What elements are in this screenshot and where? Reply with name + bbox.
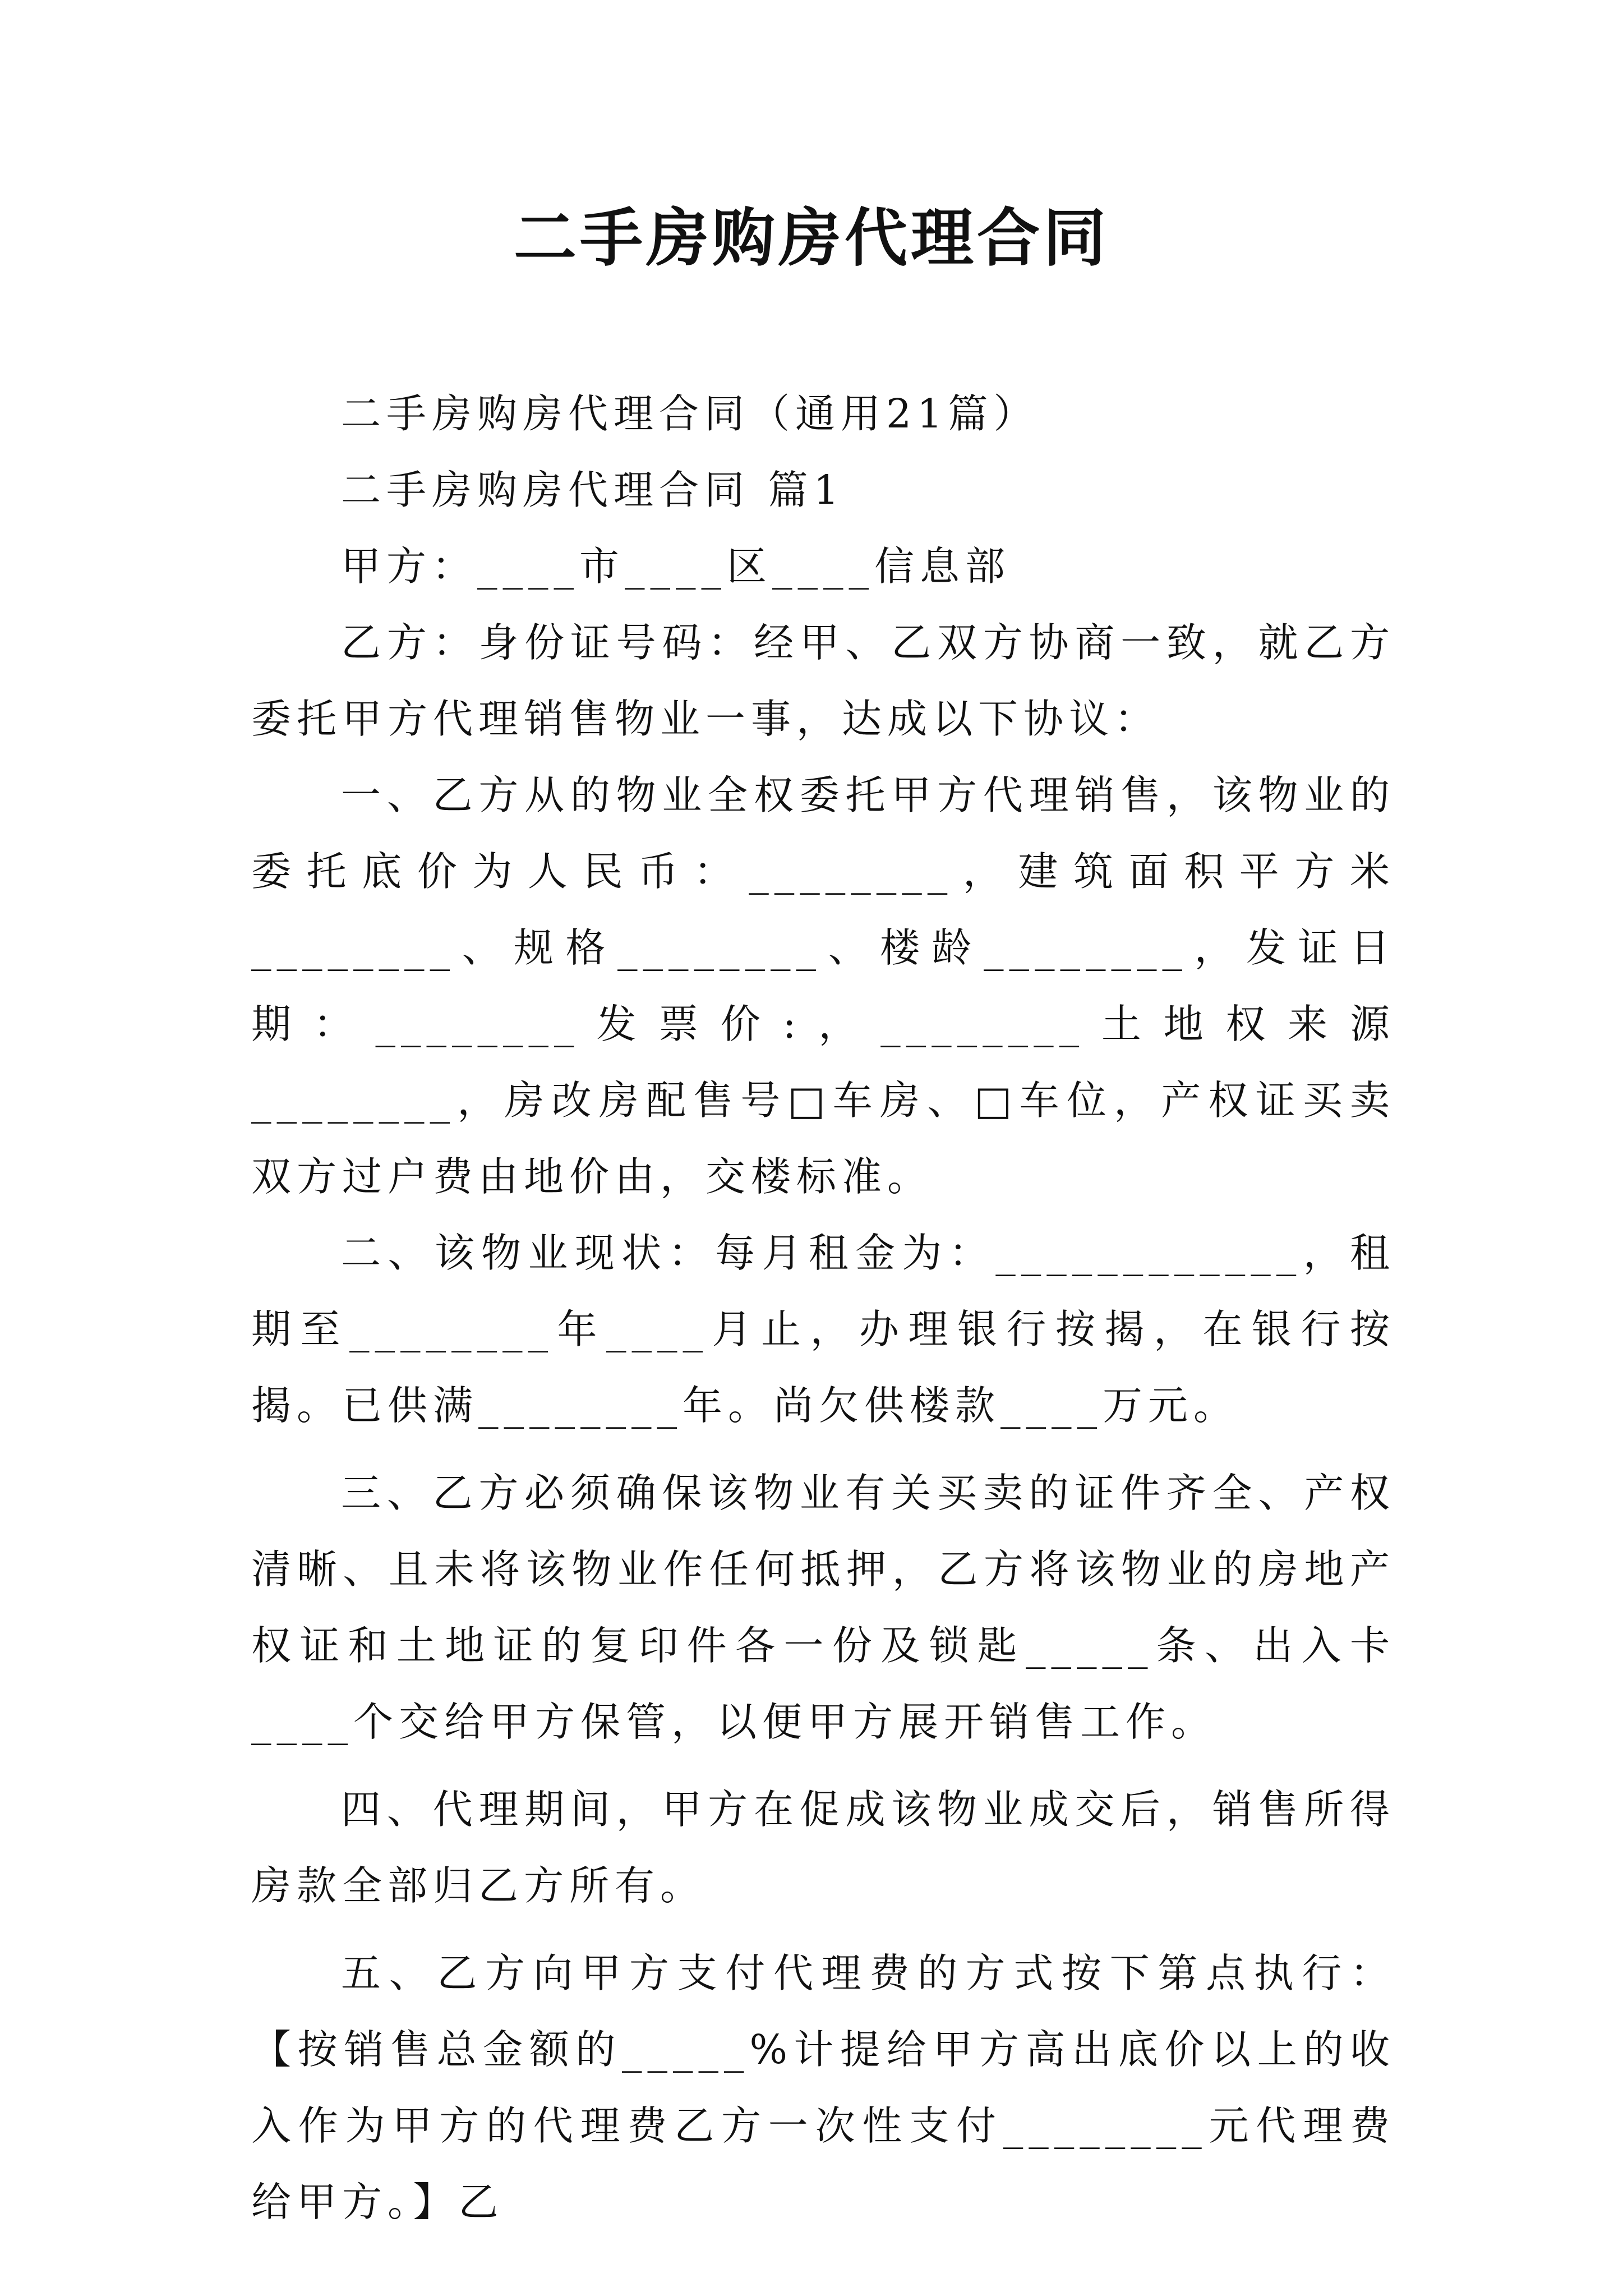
document-body [251,376,1395,2240]
clause-2: 二、该物业现状：每月租金为：____________，租期至________年____月止，办理银行按揭，在银行按揭。已供满________年。尚欠供楼款____万元。 [251,1230,1395,1429]
clause-1: 一、乙方从的物业全权委托甲方代理销售，该物业的委托底价为人民币：________，建筑面积平方米________、规格________、楼龄________，发证日期：________发票价:，________土地权来源________，房改房配售号□车房、□车位，产权证买卖双方过户费由地价由，交楼标准。 [251,772,1395,1200]
subtitle-paragraph: 二手房购房代理合同（通用21篇） [341,390,1039,437]
document-title: 二手房购房代理合同 [514,202,1109,275]
clause-3: 三、乙方必须确保该物业有关买卖的证件齐全、产权清晰、且未将该物业作任何抵押，乙方将该物业的房地产权证和土地证的复印件各一份及锁匙_____条、出入卡____个交给甲方保管，以便甲方展开销售工作。 [251,1470,1395,1745]
party-b-paragraph: 乙方：身份证号码：经甲、乙双方协商一致，就乙方委托甲方代理销售物业一事，达成以下协议： [251,619,1395,742]
clause-4: 四、代理期间，甲方在促成该物业成交后，销售所得房款全部归乙方所有。 [251,1786,1395,1909]
clause-5: 五、乙方向甲方支付代理费的方式按下第点执行：【按销售总金额的_____%计提给甲方高出底价以上的收入作为甲方的代理费乙方一次性支付________元代理费给甲方。】乙 [251,1950,1395,2225]
party-a-line: 甲方：____市____区____信息部 [341,543,1011,590]
section-heading: 二手房购房代理合同 篇1 [341,467,845,513]
